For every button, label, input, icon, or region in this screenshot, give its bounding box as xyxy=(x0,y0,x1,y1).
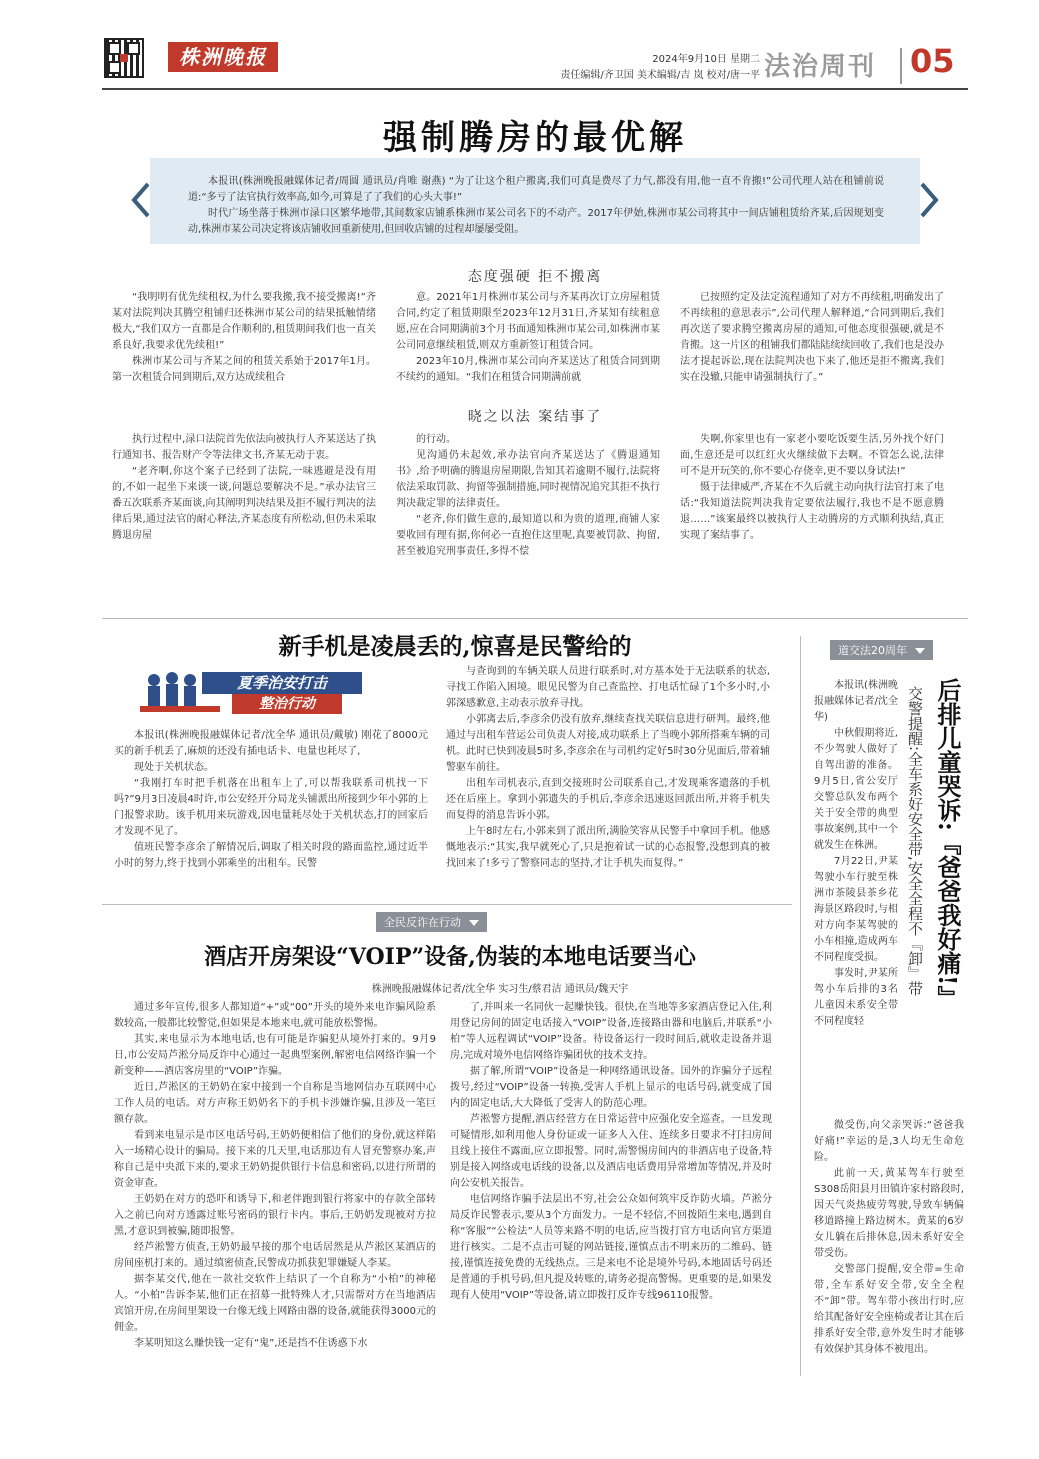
paragraph: 此前一天,黄某驾车行驶至S308岳阳县月田镇许家村路段时,因天气炎热疲劳驾驶,导致车辆偏移道路撞上路边树木。黄某的6岁女儿躺在后排休息,因未系好安全带受伤。 xyxy=(814,1168,964,1259)
story3-tag xyxy=(376,912,487,932)
paragraph: 事发时,尹某所驾小车后排的3名儿童因未系安全带不同程度轻 xyxy=(814,968,898,1027)
paragraph: 据李某交代,他在一款社交软件上结识了一个自称为“小柏”的神秘人。“小柏”告诉李某,他们正在招募一批特殊人才,只需帮对方在当地酒店宾馆开房,在房间里架设一台像无线上网路由器的设备,就能获得3000元的佣金。 xyxy=(114,1274,436,1333)
story4-col-bottom xyxy=(814,1118,964,1380)
paragraph: 通过多年宣传,很多人都知道“+”或“00”开头的境外来电诈骗风险系数较高,一般都比较警觉,但如果是本地来电,就可能放松警惕。 xyxy=(114,1002,436,1029)
divider xyxy=(102,618,968,619)
story1-sub1-col2 xyxy=(396,290,660,402)
story2-col1 xyxy=(114,728,428,888)
sidebar-divider xyxy=(800,636,801,1376)
paragraph: 的行动。 xyxy=(416,434,456,445)
paragraph: 现处于关机状态。 xyxy=(134,762,214,773)
page-number: 05 xyxy=(910,42,955,80)
story3-byline: 株洲晚报融媒体记者/沈全华 实习生/蔡君洁 通讯员/魏天宇 xyxy=(371,984,629,995)
paragraph: 经芦淞警方侦查,王奶奶最早接的那个电话居然是从芦淞区某酒店的房间座机打来的。通过缜密侦查,民警成功抓获犯罪嫌疑人李某。 xyxy=(114,1242,436,1269)
paragraph: 交警部门提醒,安全带=生命带,全车系好安全带,安全全程不“卸”带。驾车带小孩出行时,应给其配备好安全座椅或者让其在后排系好安全带,意外发生时才能够有效保护其身体不被甩出。 xyxy=(814,1264,964,1355)
paragraph: 中秋假期将近,不少驾驶人做好了自驾出游的准备。9月5日,省公安厅交警总队发布两个关于安全带的典型事故案例,其中一个就发生在株洲。 xyxy=(814,728,898,851)
paragraph: 7月22日,尹某驾驶小车行驶至株洲市茶陵县茶乡花海景区路段时,与相对方向李某驾驶的小车相撞,造成两车不同程度受损。 xyxy=(814,856,898,963)
lead-paragraph: 时代广场坐落于株洲市渌口区繁华地带,其间数家店铺系株洲市某公司名下的不动产。2017年伊始,株洲市某公司将其中一间店铺租赁给齐某,后因规划变动,株洲市某公司决定将该店铺收回重新使用,但回收店铺的过程却屡屡受阻。 xyxy=(188,208,884,235)
paragraph: 了,并叫来一名同伙一起赚快钱。很快,在当地等多家酒店登记入住,利用登记房间的固定电话接入“VOIP”设备,连接路由器和电脑后,并联系“小柏”等人远程调试“VOIP”设备。待设备运行一段时间后,就收走设备并退房,完成对境外电信网络诈骗团伙的技术支持。 xyxy=(450,1002,772,1061)
story1-lead xyxy=(188,174,884,238)
paragraph: 意。2021年1月株洲市某公司与齐某再次订立房屋租赁合同,约定了租赁期限至2023年12月31日,齐某知有续租意愿,应在合同期满前3个月书面通知株洲市某公司,如株洲市某公司同意继续租赁,则双方重新签订租赁合同。 xyxy=(396,292,660,351)
editors-line: 责任编辑/齐卫国 美术编辑/吉 岚 校对/唐一平 xyxy=(560,70,760,81)
date-line: 2024年9月10日 星期二 xyxy=(652,54,760,65)
paragraph: 慑于法律威严,齐某在不久后就主动向执行法官打来了电话:“我知道法院判决我肯定要依法履行,我也不是不愿意腾退……”该案最终以被执行人主动腾房的方式顺利执结,真正实现了案结事了。 xyxy=(680,482,944,541)
qr-code xyxy=(104,38,144,78)
section-name: 法治周刊 xyxy=(764,52,877,82)
paragraph: 执行过程中,渌口法院首先依法向被执行人齐某送达了执行通知书、报告财产令等法律文书,齐某无动于衷。 xyxy=(112,434,376,461)
story4-subtitle: 交警提醒:全车系好安全带,安全全程不『卸』带 xyxy=(906,686,924,996)
paragraph: 出租车司机表示,直到交接班时公司联系自己,才发现乘客遗落的手机还在后座上。拿到小郭遗失的手机后,李彦余迅速返回派出所,并将手机失而复得的消息告诉小郭。 xyxy=(446,778,770,821)
paragraph: 微受伤,向父亲哭诉:“爸爸我好痛!”幸运的是,3人均无生命危险。 xyxy=(814,1120,964,1163)
paragraph: 本报讯(株洲晚报融媒体记者/沈全华) xyxy=(814,680,898,723)
story4-title: 后排儿童哭诉:『爸爸我好痛!』 xyxy=(933,678,962,1010)
paragraph: 株洲市某公司与齐某之间的租赁关系始于2017年1月。第一次租赁合同到期后,双方达成续租合 xyxy=(112,356,376,383)
story4-tag xyxy=(830,640,933,660)
section-divider xyxy=(900,48,902,84)
caret-down-icon xyxy=(469,920,479,926)
paragraph: “我明明有优先续租权,为什么要我搬,我不接受搬离!”齐某对法院判决其腾空租铺归还株洲市某公司的结果抵触情绪极大,“我们双方一直都是合作顺利的,租赁期间我们也一直关系良好,我要求优先续租!” xyxy=(112,292,376,351)
story1-sub2-col3 xyxy=(680,432,944,560)
story3-col2 xyxy=(450,1000,772,1380)
story3-title: 酒店开房架设“VOIP”设备,伪装的本地电话要当心 xyxy=(204,944,696,970)
paragraph: 本报讯(株洲晚报融媒体记者/沈全华 通讯员/戴敏) 刚花了8000元买的新手机丢了,麻烦的还没有插电话卡、电量也耗尽了, xyxy=(114,730,428,757)
paragraph: 2023年10月,株洲市某公司向齐某送达了租赁合同到期不续约的通知。“我们在租赁合同期满前就 xyxy=(396,356,660,383)
lead-paragraph: 本报讯(株洲晚报融媒体记者/周圆 通讯员/肖唯 谢燕) “为了让这个租户搬离,我们可真是费尽了力气,都没有用,他一直不肯搬!”公司代理人站在租铺前说道:“多亏了法官执行效率高,如今,可算是了了我们的心头大事!” xyxy=(188,176,884,203)
paragraph: 小郭离去后,李彦余仍没有放弃,继续查找关联信息进行研判。最终,他通过与出租车营运公司负责人对接,成功联系上了当晚小郭所搭乘车辆的司机。此时已快到凌晨5时多,李彦余在与司机约定好5时30分见面后,带着辅警驱车前往。 xyxy=(446,714,770,773)
story1-sub1-col3 xyxy=(680,290,944,402)
paragraph: 见沟通仍未起效,承办法官向齐某送达了《腾退通知书》,给予明确的腾退房屋期限,告知其若逾期不履行,法院将依法采取罚款、拘留等强制措施,同时视情况追究其拒不执行判决裁定罪的法律责任。 xyxy=(396,450,660,509)
chevron-right-icon xyxy=(914,180,944,220)
story1-subhead-2: 晓之以法 案结事了 xyxy=(467,409,603,425)
story2-col2 xyxy=(446,664,770,888)
story1-sub1-col1 xyxy=(112,290,376,402)
story1-title: 强制腾房的最优解 xyxy=(383,118,687,158)
paragraph: 近日,芦淞区的王奶奶在家中接到一个自称是当地网信办互联网中心工作人员的电话。对方声称王奶奶名下的手机卡涉嫌诈骗,且涉及一笔巨额存款。 xyxy=(114,1082,436,1125)
story2-title: 新手机是凌晨丢的,惊喜是民警给的 xyxy=(278,633,632,660)
banner-line-1: 夏季治安打击 xyxy=(202,672,362,694)
banner-line-2: 整治行动 xyxy=(232,694,342,714)
paragraph: 其实,来电显示为本地电话,也有可能是诈骗犯从境外打来的。9月9日,市公安局芦淞分局反诈中心通过一起典型案例,解密电信网络诈骗一个新变种——酒店客房里的“VOIP”诈骗。 xyxy=(114,1034,436,1077)
story3-col1 xyxy=(114,1000,436,1380)
newspaper-logo: 株洲晚报 xyxy=(168,42,278,72)
paragraph: 失啊,你家里也有一家老小要吃饭要生活,另外找个好门面,生意还是可以红红火火继续做下去啊。不管怎么说,法律可不是开玩笑的,你不要心存侥幸,更不要以身试法!” xyxy=(680,434,944,477)
paragraph: 与查询到的车辆关联人员进行联系时,对方基本处于无法联系的状态,寻找工作陷入困境。眼见民警为自己查监控、打电话忙碌了1个多小时,小郭深感歉意,主动表示放弃寻找。 xyxy=(446,666,770,709)
paragraph: “我刚打车时把手机落在出租车上了,可以帮我联系司机找一下吗?”9月3日凌晨4时许,市公安经开分局龙头铺派出所接到少年小郭的上门报警求助。该手机用来玩游戏,因电量耗尽处于关机状态,打的回家后才发现不见了。 xyxy=(114,778,428,837)
paragraph: 电信网络诈骗手法层出不穷,社会公众如何筑牢反诈防火墙。芦淞分局反诈民警表示,要从3个方面发力。一是不轻信,不回拨陌生来电,遇到自称“客服”“公检法”人员等来路不明的电话,应当拨打官方电话向官方渠道进行核实。二是不点击可疑的网站链接,谨慎点击不明来历的二维码、链接,谨慎连接免费的无线热点。三是来电不论是境外号码,本地固话号码还是普通的手机号码,但凡提及转账的,请务必提高警惕。更重要的是,如果发现有人使用“VOIP”等设备,请立即拨打反诈专线96110报警。 xyxy=(450,1194,772,1301)
story4-col-top xyxy=(814,678,898,1118)
chevron-left-icon xyxy=(126,180,156,220)
story1-subhead-1: 态度强硬 拒不搬离 xyxy=(467,269,603,285)
masthead-rule xyxy=(102,88,968,90)
paragraph: 李某明知这么赚快钱一定有“鬼”,还是挡不住诱惑下水 xyxy=(134,1338,368,1349)
paragraph: 上午8时左右,小郭来到了派出所,满脸笑容从民警手中拿回手机。他感慨地表示:“其实,我早就死心了,只是抱着试一试的心态报警,没想到真的被找回来了!多亏了警察同志的坚持,才让手机失而复得。” xyxy=(446,826,770,869)
paragraph: 王奶奶在对方的恐吓和诱导下,和老伴跑到银行将家中的存款全部转入之前已向对方透露过账号密码的银行卡内。事后,王奶奶发现被对方拉黑,才意识到被骗,随即报警。 xyxy=(114,1194,436,1237)
paragraph: 值班民警李彦余了解情况后,调取了相关时段的路面监控,通过近半小时的努力,终于找到小郭乘坐的出租车。民警 xyxy=(114,842,428,869)
story1-sub2-col1 xyxy=(112,432,376,560)
story1-sub2-col2 xyxy=(396,432,660,560)
paragraph: 芦淞警方提醒,酒店经营方在日常运营中应强化安全巡查。一旦发现可疑情形,如利用他人身份证或一证多人入住、连续多日要求不打扫房间且线上接住不露面,应立即报警。同时,需警惕房间内的非酒店电子设备,特别是接入网络或电话线的设备,以及酒店电话费用异常增加等情况,并及时向公安机关报告。 xyxy=(450,1114,772,1189)
tag-label: 全民反诈在行动 xyxy=(384,916,461,929)
caret-down-icon xyxy=(915,648,925,654)
tag-label: 道交法20周年 xyxy=(838,644,907,657)
paragraph: 已按照约定及法定流程通知了对方不再续租,明确发出了不再续租的意思表示”,公司代理人解释道,“合同到期后,我们再次送了要求腾空搬离房屋的通知,可他态度很强硬,就是不肯搬。这一片区的租铺我们都陆陆续续回收了,我们也是没办法才提起诉讼,现在法院判决也下来了,他还是拒不搬离,我们实在没辙,只能申请强制执行了。” xyxy=(680,292,944,383)
paragraph: 看到来电显示是市区电话号码,王奶奶便相信了他们的身份,就这样陷入一场精心设计的骗局。接下来的几天里,电话那边有人冒充警察办案,声称自己是中央派下来的,要求王奶奶提供银行卡信息和密码,以进行所谓的资金审查。 xyxy=(114,1130,436,1189)
paragraph: “老齐,你们做生意的,最知道以和为贵的道理,商铺人家要收回有理有据,你何必一直抱住这里呢,真要被罚款、拘留,甚至被追究刑事责任,多得不偿 xyxy=(396,514,660,557)
paragraph: “老齐啊,你这个案子已经到了法院,一味逃避是没有用的,不如一起坐下来谈一谈,问题总要解决不是。”承办法官三番五次联系齐某面谈,向其阐明判决结果及拒不履行判决的法律后果,通过法官的耐心释法,齐某态度有所松动,但仍未采取腾退房屋 xyxy=(112,466,376,541)
paragraph: 据了解,所谓“VOIP”设备是一种网络通讯设备。国外的诈骗分子远程拨号,经过“VOIP”设备一转换,受害人手机上显示的电话号码,就变成了国内的固定电话,大大降低了受害人的防范心理。 xyxy=(450,1066,772,1109)
divider xyxy=(102,904,792,905)
campaign-banner xyxy=(140,668,380,716)
